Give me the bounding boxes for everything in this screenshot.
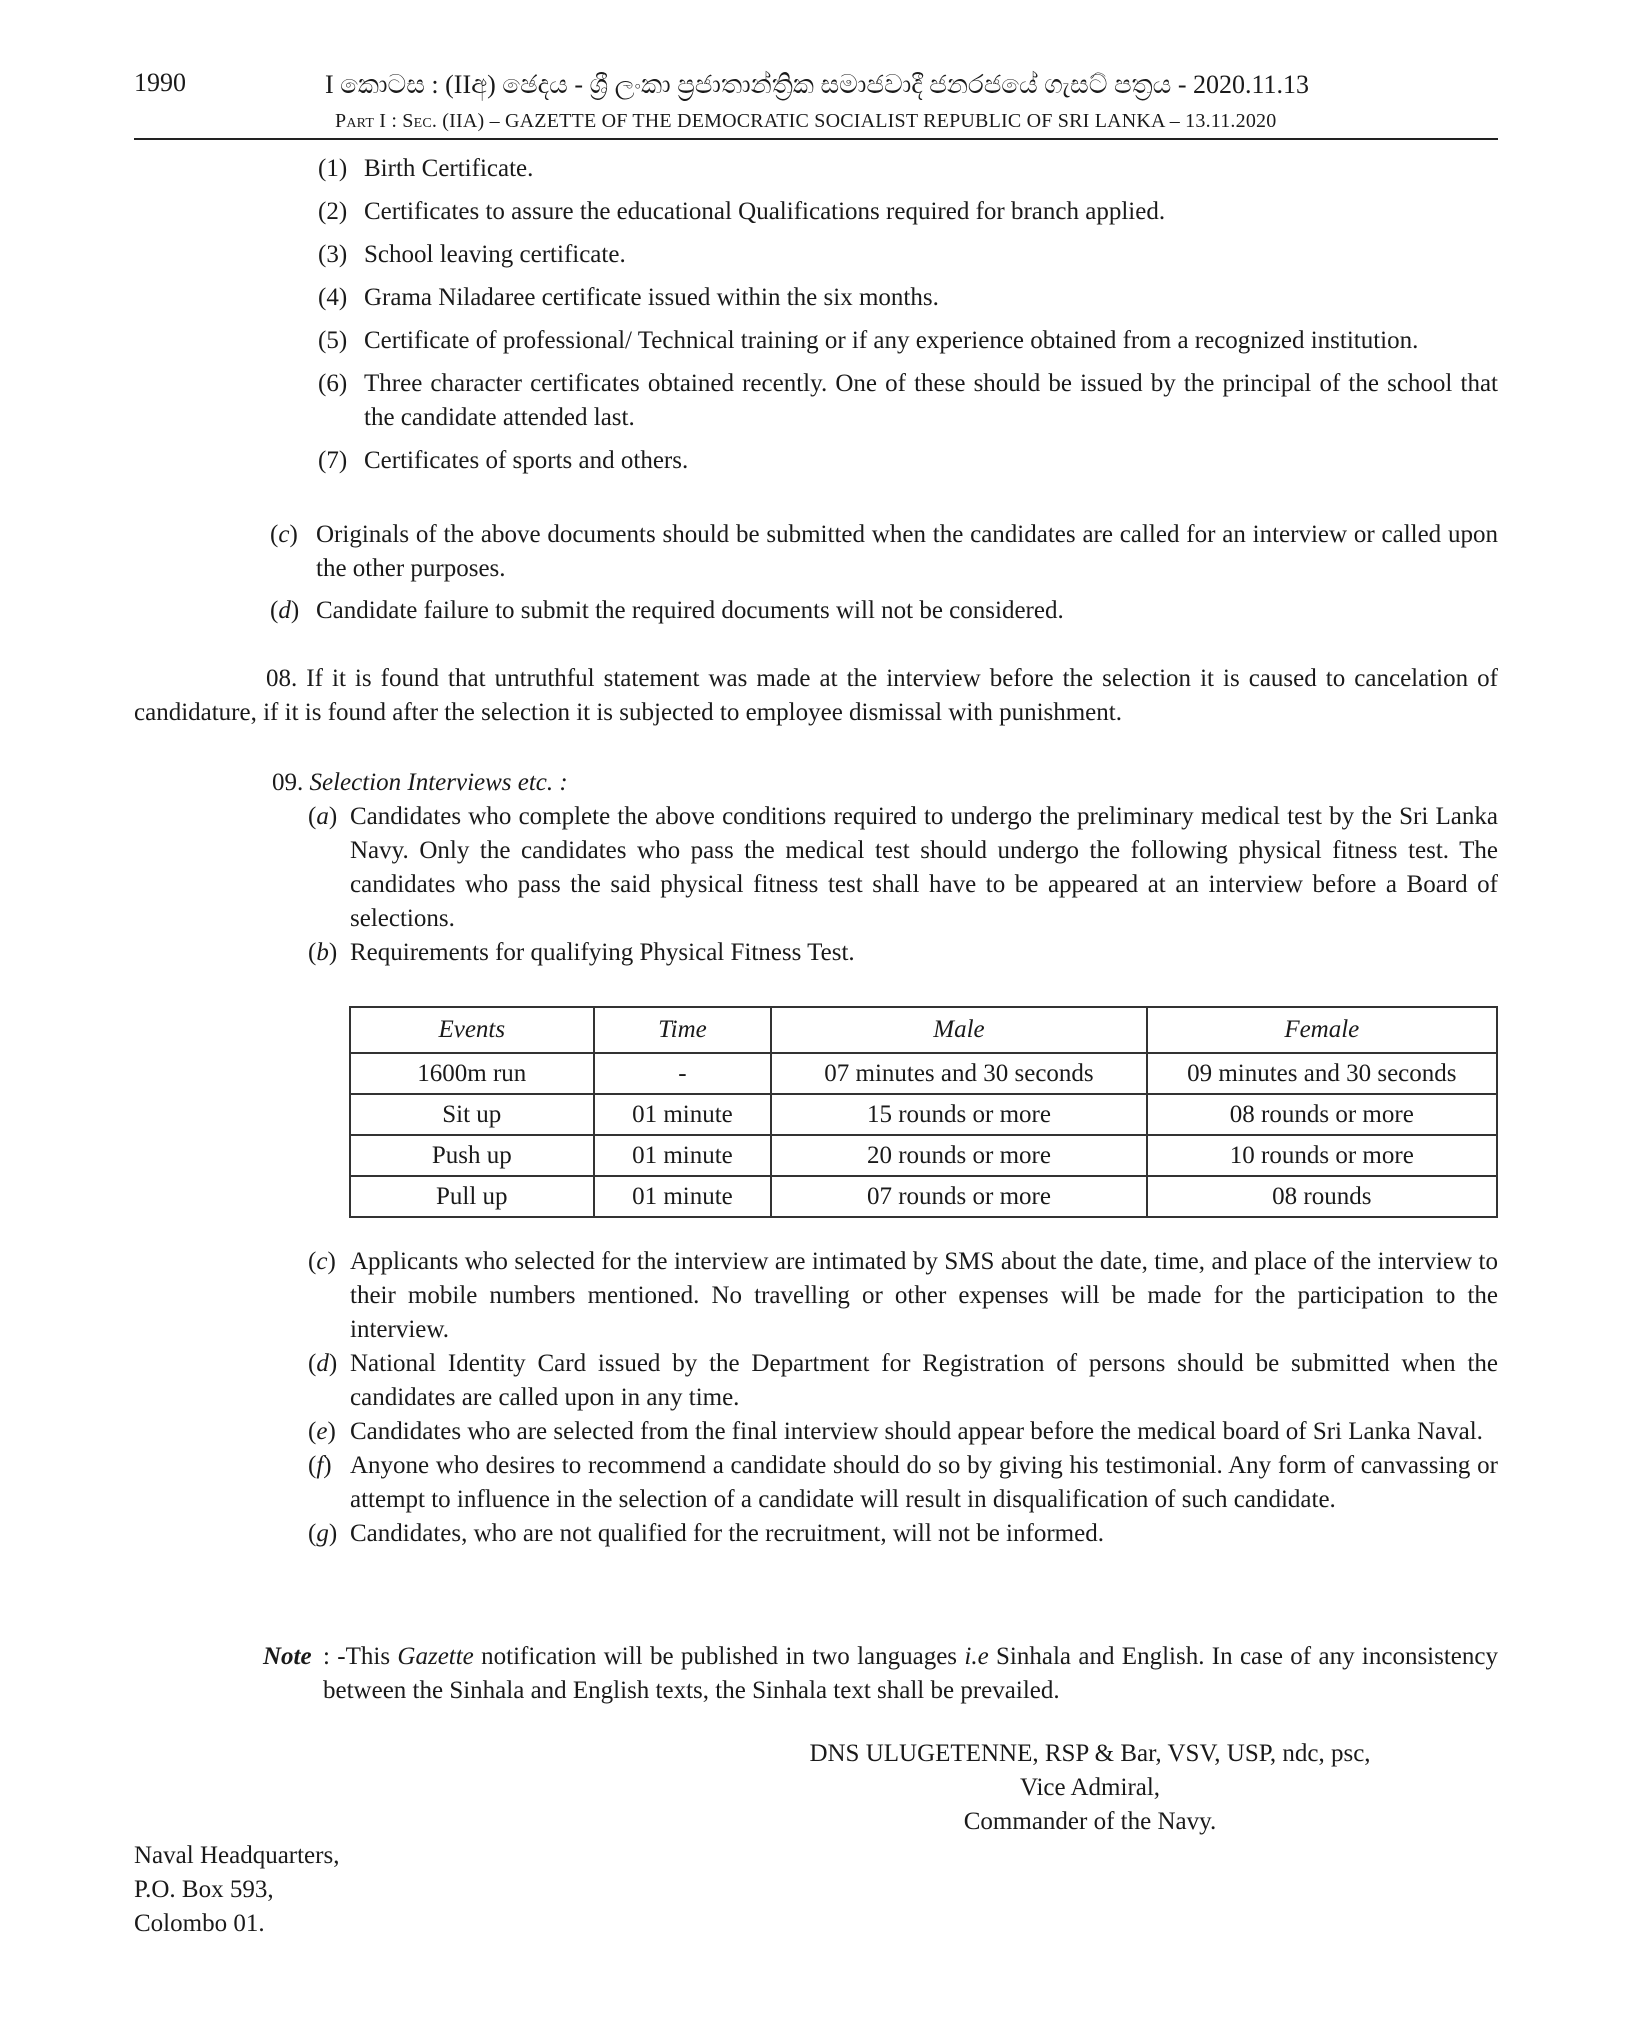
table-cell: 09 minutes and 30 seconds xyxy=(1147,1053,1497,1094)
clause-text: Requirements for qualifying Physical Fitness Test. xyxy=(350,939,855,966)
table-row xyxy=(350,1053,1497,1094)
list-item-label: (3) xyxy=(318,241,348,268)
signatory-title: Commander of the Navy. xyxy=(963,1808,1217,1835)
clause-text: Candidate failure to submit the required documents will not be considered. xyxy=(316,597,1064,624)
section-09-clauses-cg xyxy=(308,1245,1498,1551)
list-item-label: (1) xyxy=(318,155,348,182)
column-header-female: Female xyxy=(1147,1007,1497,1053)
list-item-text: Three character certificates obtained recently. One of these should be issued by the principal of the school that the candidate attended last. xyxy=(364,370,1498,431)
clause-text: Anyone who desires to recommend a candidate should do so by giving his testimonial. Any form of canvassing or attempt to influence in the selection of a candidate will result in disqualification of such candidate. xyxy=(350,1452,1498,1513)
clause-item xyxy=(308,1449,1498,1517)
clause-item xyxy=(308,1347,1498,1415)
note-text xyxy=(323,1640,1498,1708)
clause-letter: b xyxy=(316,939,329,966)
clause-item xyxy=(308,1415,1498,1449)
table-cell: - xyxy=(594,1053,772,1094)
list-item-label: (6) xyxy=(318,370,348,397)
clause-label: (c) xyxy=(308,1248,336,1275)
clause-text: National Identity Card issued by the Department for Registration of persons should be submitted when the candidates are called upon in any time. xyxy=(350,1350,1498,1411)
note-gazette-word: Gazette xyxy=(397,1643,474,1670)
table-cell: 08 rounds or more xyxy=(1147,1094,1497,1135)
clause-text: Applicants who selected for the interview are intimated by SMS about the date, time, and place of the interview to their mobile numbers mentioned. No travelling or other expenses will be made for the participation to the interview. xyxy=(350,1248,1498,1343)
signatory-rank: Vice Admiral, xyxy=(1019,1774,1161,1801)
table-cell: 07 rounds or more xyxy=(771,1176,1146,1217)
table-row xyxy=(350,1176,1497,1217)
document-clauses xyxy=(270,518,1498,636)
clause-letter: g xyxy=(316,1520,329,1547)
list-item-text: Birth Certificate. xyxy=(364,155,534,182)
list-item xyxy=(318,324,1498,358)
clause-item xyxy=(308,936,1498,970)
list-item-text: Grama Niladaree certificate issued within the six months. xyxy=(364,284,939,311)
signature-block xyxy=(760,1737,1420,1839)
list-item-text: Certificates to assure the educational Qualifications required for branch applied. xyxy=(364,198,1166,225)
clause-letter: a xyxy=(316,803,329,830)
table-cell: 1600m run xyxy=(350,1053,594,1094)
column-header-time: Time xyxy=(594,1007,772,1053)
clause-text: Candidates, who are not qualified for the recruitment, will not be informed. xyxy=(350,1520,1104,1547)
note-label: Note xyxy=(263,1643,312,1670)
section-09-clauses-ab xyxy=(308,800,1498,970)
list-item-text: Certificates of sports and others. xyxy=(364,447,689,474)
table-row xyxy=(350,1135,1497,1176)
list-item-label: (7) xyxy=(318,447,348,474)
clause-item xyxy=(270,518,1498,586)
table-row xyxy=(350,1094,1497,1135)
table-header-row xyxy=(350,1007,1497,1053)
clause-label: (c) xyxy=(270,521,298,548)
clause-label: (e) xyxy=(308,1418,336,1445)
page-number: 1990 xyxy=(134,68,186,97)
list-item-text: Certificate of professional/ Technical training or if any experience obtained from a recognized institution. xyxy=(364,327,1419,354)
list-item xyxy=(318,195,1498,229)
list-item xyxy=(318,367,1498,435)
address-block xyxy=(134,1839,339,1941)
signatory-name: DNS ULUGETENNE, RSP & Bar, VSV, USP, ndc, psc, xyxy=(809,1740,1371,1767)
note-text-part: notification will be published in two languages xyxy=(473,1643,965,1670)
table-cell: 20 rounds or more xyxy=(771,1135,1146,1176)
header-title-english-text: Part I : Sec. (IIA) – GAZETTE OF THE DEMOCRATIC SOCIALIST REPUBLIC OF SRI LANKA – 13.11.2020 xyxy=(335,110,1277,132)
clause-label: (g) xyxy=(308,1520,338,1547)
clause-text: Candidates who complete the above conditions required to undergo the preliminary medical test by the Sri Lanka Navy. Only the candidates who pass the medical test should undergo the following physical fitness test. The candidates who pass the said physical fitness test shall have to be appeared at an interview before a Board of selections. xyxy=(350,803,1498,932)
fitness-test-table xyxy=(349,1006,1498,1218)
list-item xyxy=(318,152,1498,186)
note-text-part: Sinhala and English. In case of any inconsistency between the Sinhala and English texts, the Sinhala text shall be prevailed. xyxy=(323,1643,1498,1704)
header-title-sinhala: I කොටස : (IIඅ) ඡෙදය - ශ්‍රී ලංකා ප්‍රජාතාන්ත්‍රික සමාජවාදී ජනරජයේ ගැසට් පත්‍රය - 2020.11.13 xyxy=(325,70,1310,99)
clause-label: (f) xyxy=(308,1452,332,1479)
clause-label: (a) xyxy=(308,803,338,830)
clause-label: (d) xyxy=(270,597,300,624)
address-line: Naval Headquarters, xyxy=(134,1842,340,1869)
table-cell: 10 rounds or more xyxy=(1147,1135,1497,1176)
table-cell: 07 minutes and 30 seconds xyxy=(771,1053,1146,1094)
list-item-label: (5) xyxy=(318,327,348,354)
address-line: Colombo 01. xyxy=(134,1910,265,1937)
clause-letter: d xyxy=(278,597,291,624)
list-item xyxy=(318,444,1498,478)
table-cell: 01 minute xyxy=(594,1176,772,1217)
table-cell: 01 minute xyxy=(594,1135,772,1176)
clause-item xyxy=(308,1245,1498,1347)
address-line: P.O. Box 593, xyxy=(134,1876,274,1903)
clause-item xyxy=(270,594,1498,628)
section-09-heading xyxy=(272,766,568,800)
note-text-part: : -This xyxy=(323,1643,398,1670)
column-header-male: Male xyxy=(771,1007,1146,1053)
required-documents-list xyxy=(318,152,1498,487)
clause-text: Originals of the above documents should be submitted when the candidates are called for an interview or called upon the other purposes. xyxy=(316,521,1498,582)
note-block xyxy=(263,1640,1498,1708)
table-cell: 15 rounds or more xyxy=(771,1094,1146,1135)
section-09-number: 09. xyxy=(272,769,304,796)
clause-letter: c xyxy=(316,1248,328,1275)
clause-label: (b) xyxy=(308,939,338,966)
table-cell: Pull up xyxy=(350,1176,594,1217)
header-divider xyxy=(134,138,1498,140)
paragraph-08: 08. If it is found that untruthful statement was made at the interview before the selection it is caused to cancelation of candidature, if it is found after the selection it is subjected to employee dismissal with punishment. xyxy=(134,665,1498,726)
clause-item xyxy=(308,800,1498,936)
clause-label: (d) xyxy=(308,1350,338,1377)
list-item-label: (4) xyxy=(318,284,348,311)
clause-letter: d xyxy=(316,1350,329,1377)
clause-letter: f xyxy=(316,1452,324,1479)
list-item xyxy=(318,238,1498,272)
list-item-text: School leaving certificate. xyxy=(364,241,626,268)
clause-text: Candidates who are selected from the final interview should appear before the medical board of Sri Lanka Naval. xyxy=(350,1418,1483,1445)
table-cell: Sit up xyxy=(350,1094,594,1135)
table-cell: 01 minute xyxy=(594,1094,772,1135)
table-cell: 08 rounds xyxy=(1147,1176,1497,1217)
list-item xyxy=(318,281,1498,315)
table-cell: Push up xyxy=(350,1135,594,1176)
clause-item xyxy=(308,1517,1498,1551)
clause-letter: c xyxy=(278,521,290,548)
list-item-label: (2) xyxy=(318,198,348,225)
section-09-title: Selection Interviews etc. : xyxy=(309,769,568,796)
note-ie-word: i.e xyxy=(964,1643,989,1670)
clause-letter: e xyxy=(316,1418,328,1445)
header-title-english xyxy=(335,104,1276,138)
column-header-events: Events xyxy=(350,1007,594,1053)
